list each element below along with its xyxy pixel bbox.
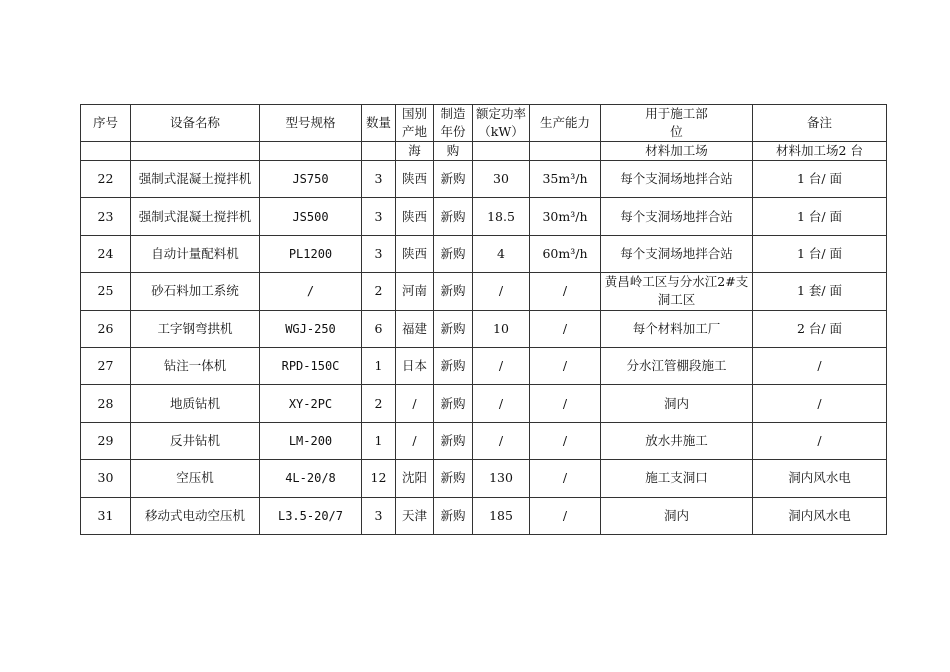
cell-seq: 30 xyxy=(81,460,131,497)
cell-remark: 1 台/ 面 xyxy=(753,161,887,198)
cell-name: 强制式混凝土搅拌机 xyxy=(131,198,260,235)
cell-qty: 12 xyxy=(362,460,396,497)
cell-origin: 陕西 xyxy=(396,161,434,198)
cell-year: 新购 xyxy=(434,460,473,497)
cell-remark: 2 台/ 面 xyxy=(753,310,887,347)
cell-location: 施工支洞口 xyxy=(601,460,753,497)
cell-origin: 福建 xyxy=(396,310,434,347)
cell-capacity: / xyxy=(530,347,601,384)
header-year: 制造年份 xyxy=(434,105,473,142)
header-name: 设备名称 xyxy=(131,105,260,142)
cell-model: / xyxy=(260,273,362,310)
cell-location: 每个支洞场地拌合站 xyxy=(601,235,753,272)
cell-seq: 27 xyxy=(81,347,131,384)
cell-power: 18.5 xyxy=(473,198,530,235)
cell-name: 强制式混凝土搅拌机 xyxy=(131,161,260,198)
cell-qty: 3 xyxy=(362,497,396,534)
header-location: 用于施工部位 xyxy=(601,105,753,142)
table-row xyxy=(81,310,887,347)
cell-remark: 材料加工场2 台 xyxy=(753,142,887,161)
cell-origin: 天津 xyxy=(396,497,434,534)
header-qty: 数量 xyxy=(362,105,396,142)
cell-qty xyxy=(362,142,396,161)
cell-name: 地质钻机 xyxy=(131,385,260,422)
cell-location: 黄昌岭工区与分水江2#支洞工区 xyxy=(601,273,753,310)
table-row xyxy=(81,347,887,384)
cell-name: 移动式电动空压机 xyxy=(131,497,260,534)
cell-location: 材料加工场 xyxy=(601,142,753,161)
cell-seq: 23 xyxy=(81,198,131,235)
cell-year: 新购 xyxy=(434,273,473,310)
cell-year: 购 xyxy=(434,142,473,161)
cell-seq xyxy=(81,142,131,161)
cell-capacity: / xyxy=(530,273,601,310)
cell-name: 空压机 xyxy=(131,460,260,497)
cell-qty: 6 xyxy=(362,310,396,347)
cell-year: 新购 xyxy=(434,235,473,272)
cell-model: RPD-150C xyxy=(260,347,362,384)
cell-location: 洞内 xyxy=(601,385,753,422)
cell-origin: 沈阳 xyxy=(396,460,434,497)
cell-qty: 1 xyxy=(362,347,396,384)
cell-remark: 洞内风水电 xyxy=(753,497,887,534)
cell-qty: 3 xyxy=(362,198,396,235)
cell-power: 4 xyxy=(473,235,530,272)
cell-power: 10 xyxy=(473,310,530,347)
cell-name: 自动计量配料机 xyxy=(131,235,260,272)
cell-qty: 2 xyxy=(362,385,396,422)
cell-capacity: / xyxy=(530,422,601,459)
cell-power: / xyxy=(473,347,530,384)
cell-location: 洞内 xyxy=(601,497,753,534)
cell-remark: 洞内风水电 xyxy=(753,460,887,497)
cell-model: JS750 xyxy=(260,161,362,198)
cell-remark: / xyxy=(753,347,887,384)
table-row xyxy=(81,235,887,272)
cell-location: 分水江管棚段施工 xyxy=(601,347,753,384)
cell-seq: 28 xyxy=(81,385,131,422)
header-row xyxy=(81,105,887,142)
cell-seq: 24 xyxy=(81,235,131,272)
cell-origin: 陕西 xyxy=(396,235,434,272)
cell-power: 30 xyxy=(473,161,530,198)
cell-year: 新购 xyxy=(434,385,473,422)
cell-location: 每个支洞场地拌合站 xyxy=(601,198,753,235)
cell-year: 新购 xyxy=(434,497,473,534)
cell-power: 185 xyxy=(473,497,530,534)
cell-remark: 1 台/ 面 xyxy=(753,235,887,272)
cell-name: 反井钻机 xyxy=(131,422,260,459)
cell-power: / xyxy=(473,273,530,310)
cell-capacity: 35m³/h xyxy=(530,161,601,198)
table-row xyxy=(81,273,887,310)
cell-model: PL1200 xyxy=(260,235,362,272)
cell-origin: 海 xyxy=(396,142,434,161)
table-row xyxy=(81,422,887,459)
cell-capacity: 60m³/h xyxy=(530,235,601,272)
header-power: 额定功率（kW） xyxy=(473,105,530,142)
cell-origin: / xyxy=(396,422,434,459)
cell-origin: 河南 xyxy=(396,273,434,310)
cell-name: 钻注一体机 xyxy=(131,347,260,384)
header-capacity: 生产能力 xyxy=(530,105,601,142)
cell-model: WGJ-250 xyxy=(260,310,362,347)
cell-location: 每个材料加工厂 xyxy=(601,310,753,347)
table-row xyxy=(81,385,887,422)
cell-seq: 31 xyxy=(81,497,131,534)
cell-year: 新购 xyxy=(434,310,473,347)
cell-capacity: / xyxy=(530,497,601,534)
header-origin: 国别产地 xyxy=(396,105,434,142)
table-body xyxy=(81,161,887,535)
cell-model xyxy=(260,142,362,161)
table-row-partial xyxy=(81,142,887,161)
cell-name: 工字钢弯拱机 xyxy=(131,310,260,347)
table-row xyxy=(81,497,887,534)
cell-year: 新购 xyxy=(434,161,473,198)
cell-seq: 25 xyxy=(81,273,131,310)
cell-power xyxy=(473,142,530,161)
cell-power: / xyxy=(473,422,530,459)
cell-qty: 3 xyxy=(362,161,396,198)
cell-origin: 陕西 xyxy=(396,198,434,235)
cell-qty: 2 xyxy=(362,273,396,310)
header-seq: 序号 xyxy=(81,105,131,142)
cell-name: 砂石料加工系统 xyxy=(131,273,260,310)
cell-seq: 29 xyxy=(81,422,131,459)
cell-year: 新购 xyxy=(434,422,473,459)
cell-power: / xyxy=(473,385,530,422)
cell-year: 新购 xyxy=(434,347,473,384)
cell-remark: 1 套/ 面 xyxy=(753,273,887,310)
equipment-table xyxy=(80,104,887,535)
header-remark: 备注 xyxy=(753,105,887,142)
table-row xyxy=(81,460,887,497)
cell-remark: 1 台/ 面 xyxy=(753,198,887,235)
cell-capacity: / xyxy=(530,460,601,497)
cell-model: L3.5-20/7 xyxy=(260,497,362,534)
header-model: 型号规格 xyxy=(260,105,362,142)
cell-qty: 1 xyxy=(362,422,396,459)
table-row xyxy=(81,161,887,198)
cell-seq: 22 xyxy=(81,161,131,198)
cell-seq: 26 xyxy=(81,310,131,347)
cell-model: 4L-20/8 xyxy=(260,460,362,497)
cell-capacity: / xyxy=(530,310,601,347)
cell-remark: / xyxy=(753,422,887,459)
cell-model: JS500 xyxy=(260,198,362,235)
cell-model: LM-200 xyxy=(260,422,362,459)
cell-name xyxy=(131,142,260,161)
cell-origin: / xyxy=(396,385,434,422)
cell-qty: 3 xyxy=(362,235,396,272)
cell-capacity xyxy=(530,142,601,161)
cell-location: 放水井施工 xyxy=(601,422,753,459)
table-row xyxy=(81,198,887,235)
cell-model: XY-2PC xyxy=(260,385,362,422)
cell-capacity: / xyxy=(530,385,601,422)
cell-capacity: 30m³/h xyxy=(530,198,601,235)
cell-remark: / xyxy=(753,385,887,422)
cell-power: 130 xyxy=(473,460,530,497)
cell-location: 每个支洞场地拌合站 xyxy=(601,161,753,198)
cell-origin: 日本 xyxy=(396,347,434,384)
cell-year: 新购 xyxy=(434,198,473,235)
